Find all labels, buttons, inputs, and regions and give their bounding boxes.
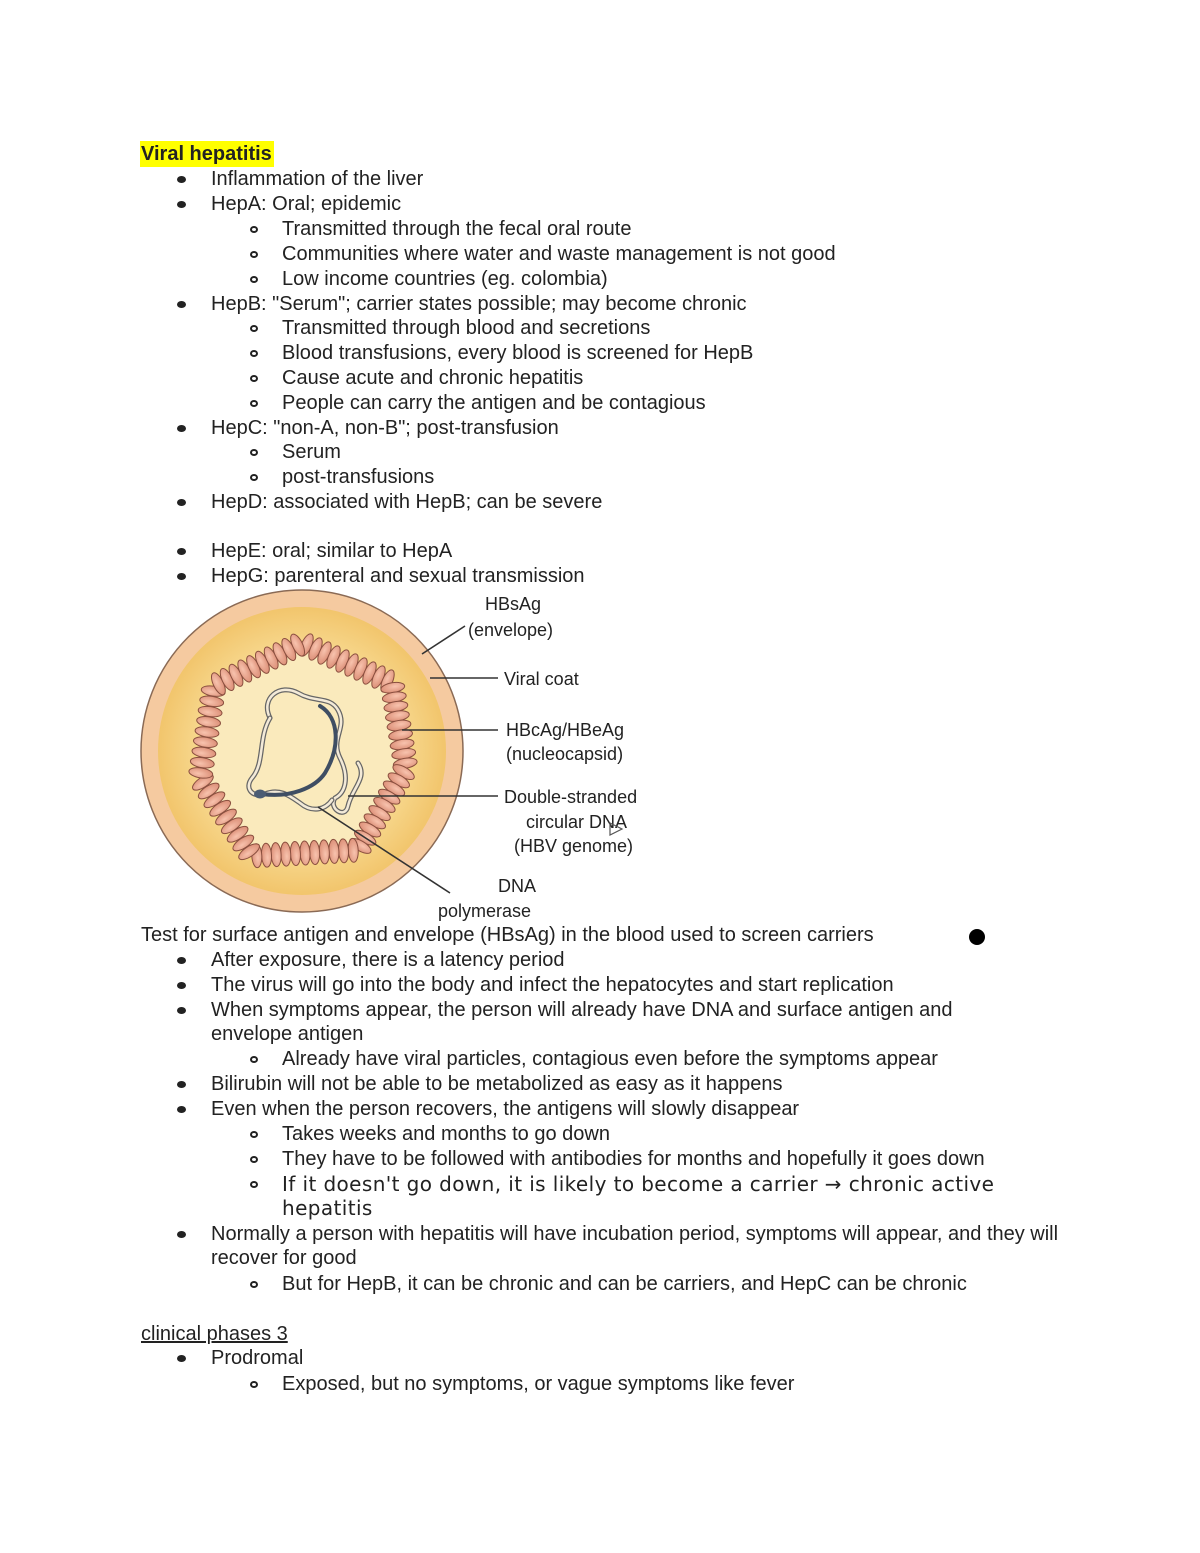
list-item: Prodromal [211, 1347, 304, 1369]
list-item: If it doesn't go down, it is likely to become a carrier → chronic active hepatitis [282, 1172, 995, 1220]
list-item: The virus will go into the body and infect the hepatocytes and start replication [211, 974, 894, 996]
bullet-circle [250, 449, 258, 456]
label-double-stranded: Double-stranded [504, 787, 638, 807]
bullet-circle [250, 400, 258, 407]
list-item: Bilirubin will not be able to be metabolized as easy as it happens [211, 1073, 783, 1095]
bullet-circle [250, 1281, 258, 1288]
bullet-dot [177, 1355, 186, 1362]
bullet-dot [177, 1231, 186, 1238]
list-item: post-transfusions [282, 466, 435, 488]
list-item: When symptoms appear, the person will already have DNA and surface antigen and envelope antigen [211, 999, 953, 1045]
list-item: HepG: parenteral and sexual transmission [211, 565, 585, 587]
list-item: Low income countries (eg. colombia) [282, 268, 608, 290]
label-dna: DNA [498, 876, 537, 896]
list-item: They have to be followed with antibodies for months and hopefully it goes down [282, 1148, 985, 1170]
label-circular-dna: circular DNA [526, 812, 628, 832]
bullet-circle [250, 325, 258, 332]
label-envelope: (envelope) [468, 620, 554, 640]
list-item: HepB: "Serum"; carrier states possible; may become chronic [211, 293, 747, 315]
list-item: Transmitted through blood and secretions [282, 317, 651, 339]
bullet-dot [177, 201, 186, 208]
bullet-circle [250, 375, 258, 382]
bullet-circle [250, 1181, 258, 1188]
bullet-circle [250, 474, 258, 481]
bullet-circle [250, 251, 258, 258]
dna-polymerase-dot [254, 790, 266, 799]
section-heading-clinical-phases: clinical phases 3 [141, 1323, 288, 1345]
label-polymerase: polymerase [438, 901, 532, 921]
list-item: Exposed, but no symptoms, or vague symptoms like fever [282, 1373, 795, 1395]
label-viral-coat: Viral coat [504, 669, 579, 689]
label-hbsag: HBsAg [485, 594, 542, 614]
list-item: HepA: Oral; epidemic [211, 193, 402, 215]
list-item: HepC: "non-A, non-B"; post-transfusion [211, 417, 559, 439]
bullet-circle [250, 276, 258, 283]
list-item: HepD: associated with HepB; can be severe [211, 491, 603, 513]
bullet-circle [250, 1131, 258, 1138]
bullet-dot [177, 499, 186, 506]
list-item: Even when the person recovers, the antigens will slowly disappear [211, 1098, 800, 1120]
list-item: People can carry the antigen and be contagious [282, 392, 706, 414]
list-item: Transmitted through the fecal oral route [282, 218, 632, 240]
bullet-dot [177, 176, 186, 183]
section-heading-viral-hepatitis: Viral hepatitis [141, 143, 272, 165]
hbv-structure-diagram [140, 588, 670, 923]
bullet-dot [177, 957, 186, 964]
list-item: Serum [282, 441, 341, 463]
label-nucleocapsid: (nucleocapsid) [506, 744, 624, 764]
list-item: Already have viral particles, contagious even before the symptoms appear [282, 1048, 938, 1070]
list-item: Cause acute and chronic hepatitis [282, 367, 584, 389]
bullet-circle [250, 1056, 258, 1063]
test-line: Test for surface antigen and envelope (HBsAg) in the blood used to screen carriers [141, 924, 874, 946]
list-item: Normally a person with hepatitis will have incubation period, symptoms will appear, and they will recover for good [211, 1223, 1059, 1269]
label-hbcag: HBcAg/HBeAg [506, 720, 625, 740]
list-item: HepE: oral; similar to HepA [211, 540, 453, 562]
label-hbv-genome: (HBV genome) [514, 836, 634, 856]
list-item: But for HepB, it can be chronic and can be carriers, and HepC can be chronic [282, 1273, 967, 1295]
bullet-circle [250, 350, 258, 357]
bullet-circle [250, 226, 258, 233]
bullet-dot [177, 1106, 186, 1113]
list-item: Takes weeks and months to go down [282, 1123, 610, 1145]
bullet-dot [177, 548, 186, 555]
bullet-dot [177, 1007, 186, 1014]
bullet-dot [177, 573, 186, 580]
bullet-circle [250, 1156, 258, 1163]
list-item: Inflammation of the liver [211, 168, 424, 190]
bullet-circle [250, 1381, 258, 1388]
bullet-dot [177, 425, 186, 432]
list-item: Communities where water and waste management is not good [282, 243, 836, 265]
bullet-dot [177, 982, 186, 989]
bullet-dot [177, 301, 186, 308]
large-bullet-dot [969, 929, 985, 945]
list-item: Blood transfusions, every blood is screened for HepB [282, 342, 754, 364]
bullet-dot [177, 1081, 186, 1088]
list-item: After exposure, there is a latency period [211, 949, 565, 971]
